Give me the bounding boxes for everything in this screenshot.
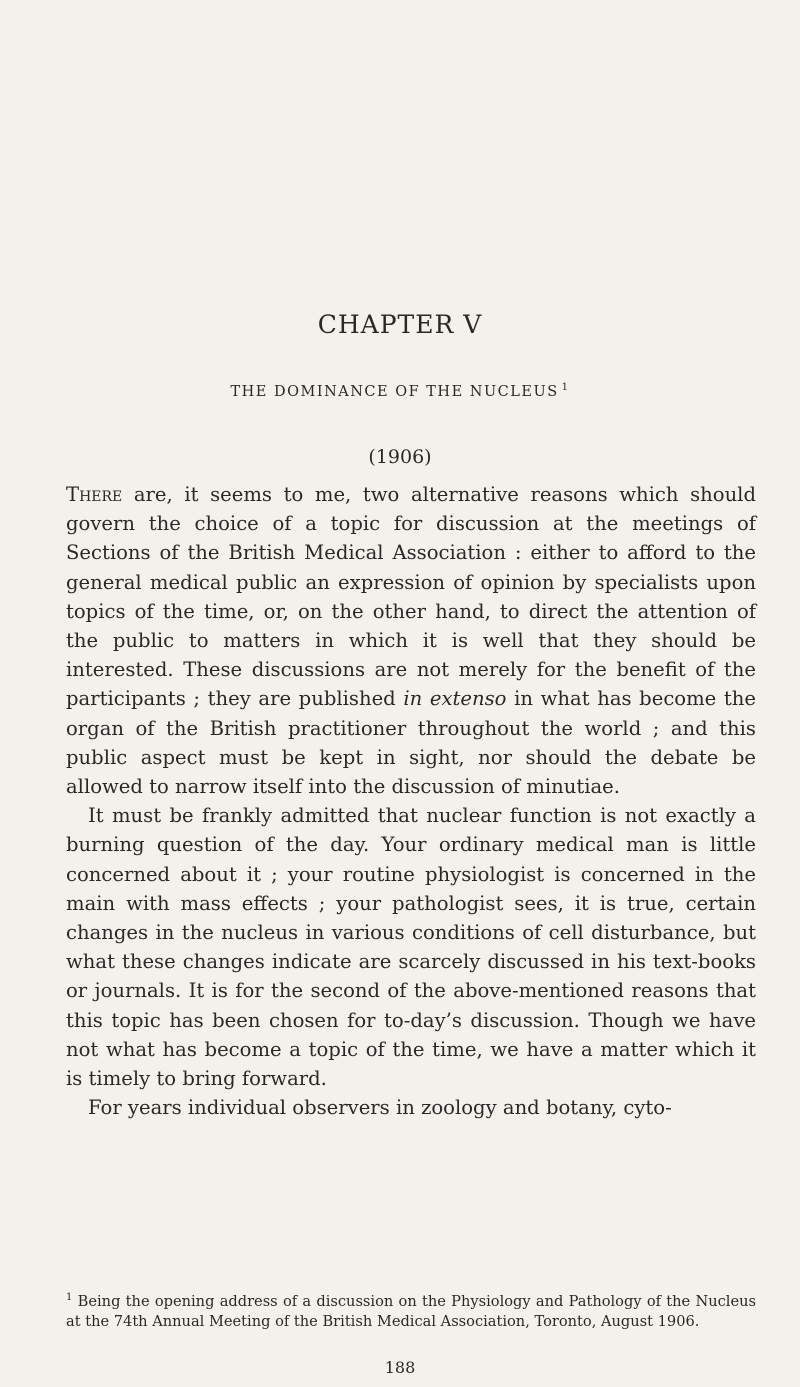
chapter-heading: CHAPTER V: [317, 310, 483, 339]
paragraph-3: For years individual observers in zoology and botany, cyto-: [88, 1096, 672, 1120]
footnote-text: Being the opening address of a discussion on the Physiology and Pathology of the Nucleus at the 74th Annual Meeting of the British Medical Association, Toronto, August 1906.: [66, 1292, 756, 1331]
chapter-year: (1906): [368, 446, 432, 468]
body-text: [66, 480, 756, 1122]
footnote-reference: 1: [561, 382, 570, 393]
paragraph-2: It must be frankly admitted that nuclear function is not exactly a burning question of the day. Your ordinary medical man is little concerned about it ; your routine physiologist is concerned in the main with mass effects ; your pathologist sees, it is true, certain changes in the nucleus in various conditions of cell disturbance, but what these changes indicate are scarcely discussed in his text-books or journals. It is for the second of the above-mentioned reasons that this topic has been chosen for to-day’s discussion. Though we have not what has become a topic of the time, we have a matter which it is timely to bring forward.: [66, 804, 756, 1091]
paragraph-1: [66, 480, 756, 801]
footnote-marker: 1: [66, 1292, 73, 1303]
footnote: [66, 1288, 756, 1333]
paragraph-1-part-a: are, it seems to me, two alternative reasons which should govern the choice of a topic for discussion at the meetings of Sections of the British Medical Association : either to afford to the general medical public an expression of opinion by specialists upon topics of the time, or, on the other hand, to direct the attention of the public to matters in which it is well that they should be interested. These discussions are not merely for the benefit of the participants ; they are published: [66, 483, 756, 711]
chapter-title: [0, 382, 800, 400]
page-number: 188: [384, 1358, 416, 1377]
lead-word: There: [66, 483, 123, 506]
italic-phrase: in extenso: [403, 687, 507, 711]
chapter-title-text: THE DOMINANCE OF THE NUCLEUS: [230, 384, 559, 400]
paragraph-1-part-b: in what has become the organ of the British practitioner throughout the world ; and this public aspect must be kept in sight, nor should the debate be allowed to narrow itself into the discussion of minutiae.: [66, 687, 756, 799]
